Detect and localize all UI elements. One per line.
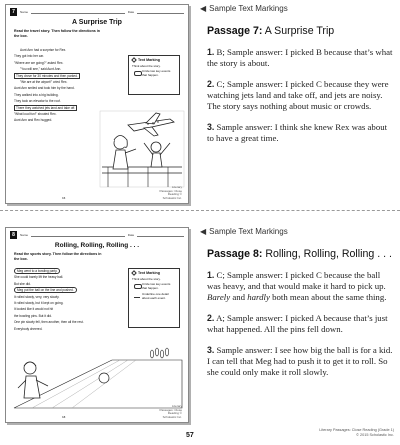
story-line: Everybody cheered. (14, 326, 43, 331)
text-marking-box (128, 55, 180, 95)
passage-label: Passage 8: (207, 248, 263, 260)
page-number: 57 (186, 432, 194, 439)
worksheet-thumbnail-passage-8 (5, 227, 189, 423)
marked-text: There they watched jets land and take off. (16, 105, 76, 110)
answers-passage-8 (200, 227, 396, 378)
story-line: They walked into a big building. (14, 92, 59, 97)
story-line: "What loud fun!" shouted Rex. (14, 111, 57, 116)
worksheet-page-number: 18 (62, 415, 66, 419)
triangle-left-icon: ◀ (200, 227, 207, 236)
worksheet-title: A Surprise Trip (72, 19, 122, 26)
text-marking-intro: Think about the story. (132, 63, 161, 68)
text-marking-heading: Text Marking (132, 58, 176, 62)
worksheet-instructions: Read the sports story. Then follow the directions in the box. (14, 252, 102, 261)
story-line: "You will see," said Aunt Ann. (20, 67, 62, 72)
worksheet-credit: Literary Passages: Close Reading © Scholastic Inc. (159, 404, 182, 419)
answer-item: 2. C; Sample answer: I picked C because they were watching jets land and take off, and jets are noisy. The story says nothing about music or crowds. (207, 79, 389, 111)
name-label: Name (20, 9, 29, 14)
sample-markings-tag: ◀ Sample Text Markings (200, 4, 288, 13)
worksheet-number-badge: 8 (10, 231, 17, 239)
story-line: the bowling pins. But it did. (14, 313, 52, 318)
text-marking-heading: Text Marking (132, 271, 176, 275)
story-line: "Where are we going?" asked Rex. (14, 60, 64, 65)
story-line: Aunt Ann smiled and took him by the hand. (14, 86, 75, 91)
story-line: "We are at the airport!" cried Rex. (20, 79, 68, 84)
story-line: Aunt Ann had a surprise for Rex. (20, 48, 67, 52)
story-line: But she did. (14, 281, 31, 286)
date-label: Date (127, 232, 135, 237)
passage-title: A Surprise Trip (264, 25, 335, 37)
text-marking-instruction: Circle two key events that happen. (132, 70, 176, 78)
story-line: It rolled slowly, very, very slowly. (14, 294, 60, 299)
worksheet-header (6, 5, 188, 15)
story-line: She could barely lift the heavy ball. (14, 275, 64, 280)
name-label: Name (20, 232, 29, 237)
answers-passage-7 (200, 4, 396, 144)
marked-text: They drove for 30 minutes and then parked. (16, 73, 78, 78)
text-marking-box (128, 268, 180, 328)
story-line: It looked like it would not hit (14, 307, 53, 312)
marked-text: Meg put the ball on the line and pushed. (14, 287, 77, 293)
worksheet-title: Rolling, Rolling, Rolling . . . (54, 242, 140, 249)
triangle-left-icon: ◀ (200, 4, 207, 13)
worksheet-page-number: 16 (62, 196, 66, 200)
date-label: Date (127, 9, 135, 14)
story-text (14, 268, 126, 332)
text-marking-intro: Think about the story. (132, 276, 161, 281)
answer-item: 3. Sample answer: I think she knew Rex was about to have a great time. (207, 122, 388, 143)
worksheet-number-badge: 7 (10, 8, 17, 16)
date-line (137, 233, 184, 237)
name-line (31, 10, 125, 14)
story-line: One pin slowly fell, then another, then all the rest. (14, 320, 84, 325)
story-line: It rolled slowly, but it kept on going. (14, 300, 64, 305)
text-marking-instruction: Underline one detail about each event. (132, 293, 176, 301)
diamond-icon (131, 270, 137, 276)
page-credit: Literary Passages: Close Reading (Grade 1) © 2015 Scholastic Inc. (319, 428, 394, 437)
answer-item: 2. A; Sample answer: I picked A because that’s just what happened. All the pins fell down. (207, 313, 388, 334)
name-line (31, 233, 125, 237)
answer-item: 1. B; Sample answer: I picked B because that’s what the story is about. (207, 47, 393, 68)
passage-label: Passage 7: (207, 25, 263, 37)
passage-heading (207, 25, 396, 37)
text-marking-instruction: Circle two key events that happen. (132, 283, 176, 291)
story-line: Aunt Ann and Rex hugged. (14, 118, 53, 123)
section-divider (0, 210, 400, 211)
worksheet-credit: Literary Passages: Close Reading © Scholastic Inc. (159, 185, 182, 200)
marked-text: Meg went to a bowling party. (14, 268, 60, 274)
answer-item: 3. Sample answer: I see how big the ball is for a kid. I can tell that Meg had to push it to get it to roll. So she could only make it roll slowly. (207, 345, 393, 377)
date-line (137, 10, 184, 14)
sample-markings-tag: ◀ Sample Text Markings (200, 227, 288, 236)
passage-heading (207, 248, 396, 260)
diamond-icon (131, 57, 137, 63)
airport-illustration (98, 109, 186, 191)
worksheet-instructions: Read the travel story. Then follow the directions in the box. (14, 29, 100, 38)
worksheet-thumbnail-passage-7 (5, 4, 189, 204)
bowling-illustration (12, 338, 184, 410)
worksheet-header (6, 228, 188, 238)
answer-item: 1. C; Sample answer: I picked C because the ball was heavy, and that would make it hard to pick up. Barely and hardly both mean about the same thing. (207, 270, 387, 302)
story-line: They took an elevator to the roof. (14, 99, 61, 104)
story-line: They got into her car. (14, 54, 44, 59)
passage-title: Rolling, Rolling, Rolling . . . (265, 248, 392, 260)
